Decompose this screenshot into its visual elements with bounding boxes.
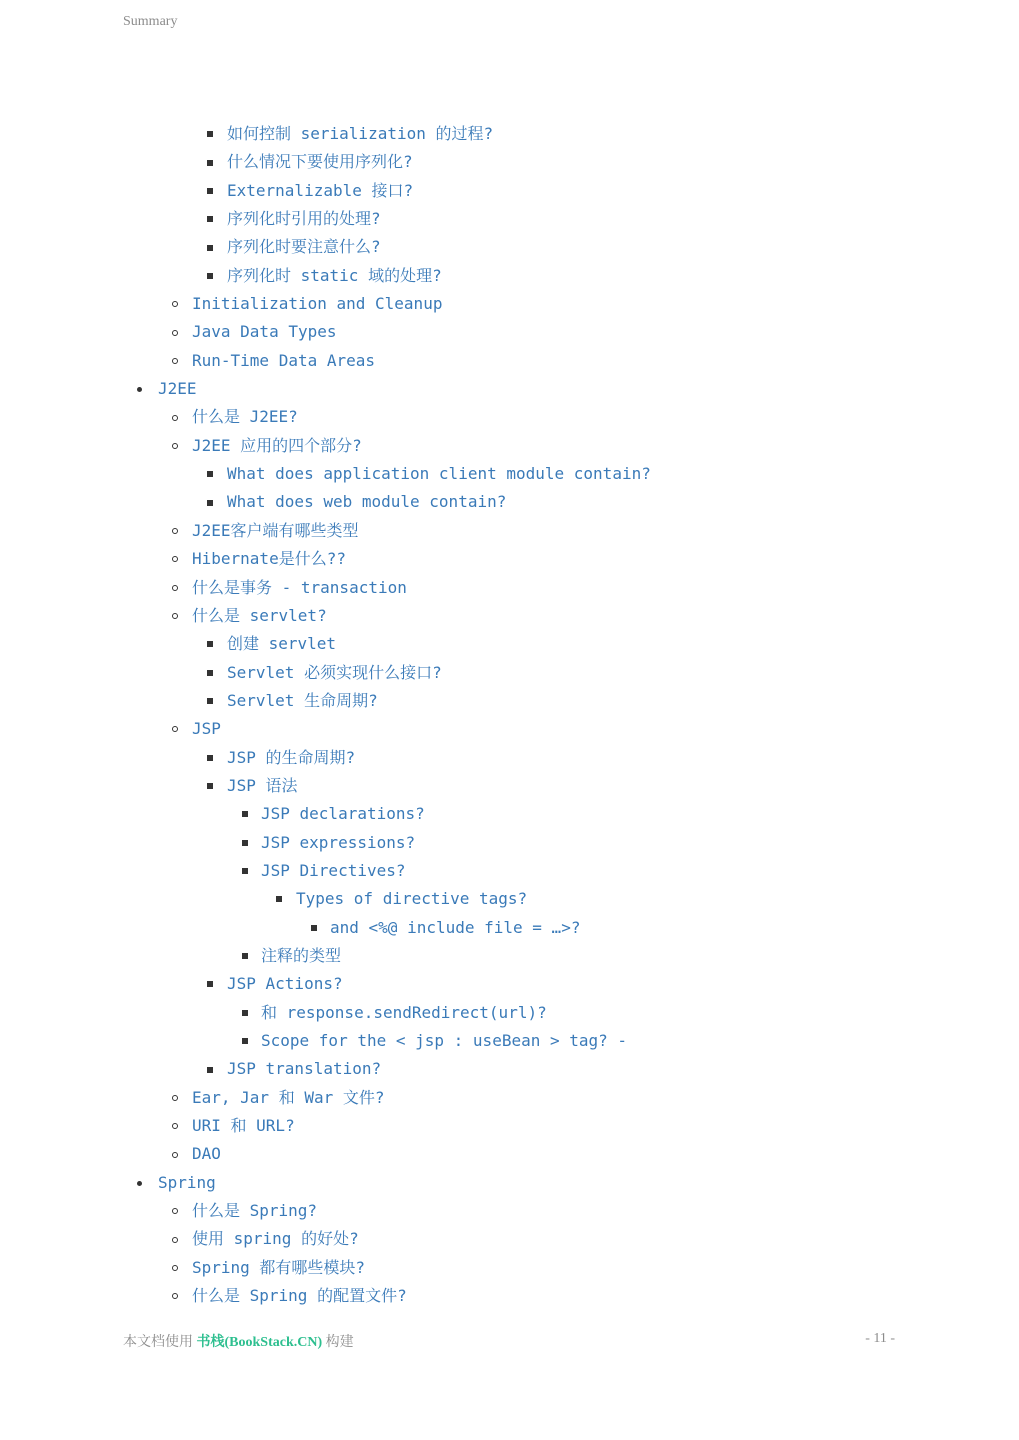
toc-item: [0, 1140, 1019, 1168]
square-bullet-icon: [242, 953, 248, 959]
toc-item: [0, 375, 1019, 403]
toc-item: [0, 857, 1019, 885]
toc-item: [0, 1084, 1019, 1112]
toc-link[interactable]: What does web module contain?: [227, 492, 507, 512]
toc-item: [0, 1225, 1019, 1253]
toc-item: [0, 233, 1019, 261]
toc-link[interactable]: What does application client module contain?: [227, 464, 651, 484]
toc-item: [0, 1055, 1019, 1083]
toc-link[interactable]: JSP translation?: [227, 1059, 382, 1079]
toc-item: [0, 460, 1019, 488]
toc-item: [0, 205, 1019, 233]
toc-item: [0, 1197, 1019, 1225]
circle-bullet-icon: [172, 585, 178, 591]
toc-link[interactable]: 什么是 servlet?: [192, 605, 327, 625]
toc-item: [0, 829, 1019, 857]
square-bullet-icon: [207, 698, 213, 704]
square-bullet-icon: [207, 755, 213, 761]
toc-link[interactable]: JSP: [192, 719, 221, 739]
circle-bullet-icon: [172, 613, 178, 619]
square-bullet-icon: [207, 670, 213, 676]
toc-item: [0, 800, 1019, 828]
toc-link[interactable]: 如何控制 serialization 的过程?: [227, 124, 494, 143]
square-bullet-icon: [242, 811, 248, 817]
toc-link[interactable]: J2EE: [158, 379, 197, 399]
square-bullet-icon: [207, 160, 213, 166]
toc-link[interactable]: 使用 spring 的好处?: [192, 1229, 359, 1249]
disc-bullet-icon: [137, 387, 142, 392]
table-of-contents: [0, 120, 1019, 1310]
page-number: - 11 -: [865, 1331, 895, 1346]
toc-item: [0, 488, 1019, 516]
circle-bullet-icon: [172, 1293, 178, 1299]
circle-bullet-icon: [172, 1265, 178, 1271]
toc-link[interactable]: JSP Directives?: [261, 860, 406, 880]
toc-link[interactable]: Initialization and Cleanup: [192, 294, 443, 314]
circle-bullet-icon: [172, 301, 178, 307]
toc-item: [0, 517, 1019, 545]
square-bullet-icon: [207, 188, 213, 194]
square-bullet-icon: [242, 840, 248, 846]
toc-item: [0, 970, 1019, 998]
toc-link[interactable]: JSP 语法: [227, 775, 298, 795]
toc-item: [0, 432, 1019, 460]
circle-bullet-icon: [172, 330, 178, 336]
circle-bullet-icon: [172, 358, 178, 364]
toc-item: [0, 1282, 1019, 1310]
toc-link[interactable]: JSP Actions?: [227, 974, 343, 994]
square-bullet-icon: [242, 868, 248, 874]
square-bullet-icon: [207, 981, 213, 987]
toc-link[interactable]: 什么情况下要使用序列化?: [227, 152, 413, 172]
toc-link[interactable]: Scope for the < jsp : useBean > tag? -: [261, 1031, 628, 1050]
toc-item: [0, 290, 1019, 318]
toc-link[interactable]: Hibernate是什么??: [192, 549, 346, 569]
toc-link[interactable]: and <%@ include file = …>?: [330, 917, 581, 937]
toc-item: [0, 347, 1019, 375]
toc-link[interactable]: 和 response.sendRedirect(url)?: [261, 1002, 547, 1022]
square-bullet-icon: [242, 1010, 248, 1016]
toc-link[interactable]: 序列化时要注意什么?: [227, 237, 381, 257]
toc-link[interactable]: Servlet 必须实现什么接口?: [227, 662, 442, 682]
square-bullet-icon: [207, 131, 213, 137]
circle-bullet-icon: [172, 1237, 178, 1243]
toc-item: [0, 772, 1019, 800]
toc-link[interactable]: JSP expressions?: [261, 832, 416, 852]
square-bullet-icon: [207, 245, 213, 251]
toc-link[interactable]: 什么是事务 - transaction: [192, 577, 407, 597]
circle-bullet-icon: [172, 556, 178, 562]
toc-item: [0, 659, 1019, 687]
toc-link[interactable]: 什么是 Spring 的配置文件?: [192, 1286, 407, 1306]
toc-item: [0, 744, 1019, 772]
circle-bullet-icon: [172, 415, 178, 421]
toc-item: [0, 262, 1019, 290]
toc-item: [0, 403, 1019, 431]
circle-bullet-icon: [172, 1152, 178, 1158]
toc-item: [0, 318, 1019, 346]
toc-item: [0, 148, 1019, 176]
disc-bullet-icon: [137, 1181, 142, 1186]
square-bullet-icon: [207, 216, 213, 222]
toc-item: [0, 1112, 1019, 1140]
toc-link[interactable]: 注释的类型: [261, 945, 342, 965]
toc-item: [0, 574, 1019, 602]
toc-link[interactable]: J2EE客户端有哪些类型: [192, 520, 359, 540]
circle-bullet-icon: [172, 1123, 178, 1129]
toc-link[interactable]: Types of directive tags?: [296, 889, 528, 909]
footer-brand-link[interactable]: 书栈(BookStack.CN): [196, 1335, 323, 1350]
circle-bullet-icon: [172, 528, 178, 534]
toc-link[interactable]: Servlet 生命周期?: [227, 690, 378, 710]
page-header-title: Summary: [123, 14, 178, 29]
circle-bullet-icon: [172, 1208, 178, 1214]
toc-link[interactable]: Externalizable 接口?: [227, 180, 414, 200]
toc-link[interactable]: JSP declarations?: [261, 804, 425, 824]
toc-link[interactable]: Spring 都有哪些模块?: [192, 1257, 366, 1277]
toc-link[interactable]: Java Data Types: [192, 322, 337, 342]
toc-link[interactable]: 什么是 Spring?: [192, 1201, 318, 1221]
square-bullet-icon: [207, 1067, 213, 1073]
toc-link[interactable]: JSP 的生命周期?: [227, 747, 356, 767]
toc-item: [0, 885, 1019, 913]
toc-item: [0, 999, 1019, 1027]
toc-item: [0, 1027, 1019, 1055]
square-bullet-icon: [207, 500, 213, 506]
square-bullet-icon: [207, 783, 213, 789]
circle-bullet-icon: [172, 726, 178, 732]
footer-prefix: 本文档使用: [123, 1335, 193, 1350]
toc-item: [0, 630, 1019, 658]
footer-credit: [123, 1331, 354, 1351]
square-bullet-icon: [311, 925, 317, 931]
square-bullet-icon: [207, 273, 213, 279]
toc-link[interactable]: 什么是 J2EE?: [192, 407, 298, 427]
circle-bullet-icon: [172, 1095, 178, 1101]
toc-item: [0, 715, 1019, 743]
square-bullet-icon: [207, 471, 213, 477]
toc-link[interactable]: 创建 servlet: [227, 634, 337, 654]
toc-item: [0, 914, 1019, 942]
toc-link[interactable]: Run-Time Data Areas: [192, 350, 376, 370]
toc-item: [0, 177, 1019, 205]
square-bullet-icon: [242, 1038, 248, 1044]
toc-item: [0, 120, 1019, 148]
toc-item: [0, 1254, 1019, 1282]
footer-suffix: 构建: [325, 1335, 354, 1350]
toc-link[interactable]: DAO: [192, 1144, 221, 1164]
toc-item: [0, 602, 1019, 630]
toc-item: [0, 942, 1019, 970]
toc-link[interactable]: URI 和 URL?: [192, 1116, 295, 1136]
toc-link[interactable]: Ear, Jar 和 War 文件?: [192, 1087, 385, 1107]
square-bullet-icon: [207, 641, 213, 647]
toc-link[interactable]: Spring: [158, 1172, 216, 1192]
circle-bullet-icon: [172, 443, 178, 449]
square-bullet-icon: [276, 896, 282, 902]
toc-link[interactable]: J2EE 应用的四个部分?: [192, 435, 362, 455]
toc-item: [0, 545, 1019, 573]
toc-link[interactable]: 序列化时引用的处理?: [227, 209, 381, 229]
toc-link[interactable]: 序列化时 static 域的处理?: [227, 265, 442, 285]
toc-item: [0, 687, 1019, 715]
toc-item: [0, 1169, 1019, 1197]
